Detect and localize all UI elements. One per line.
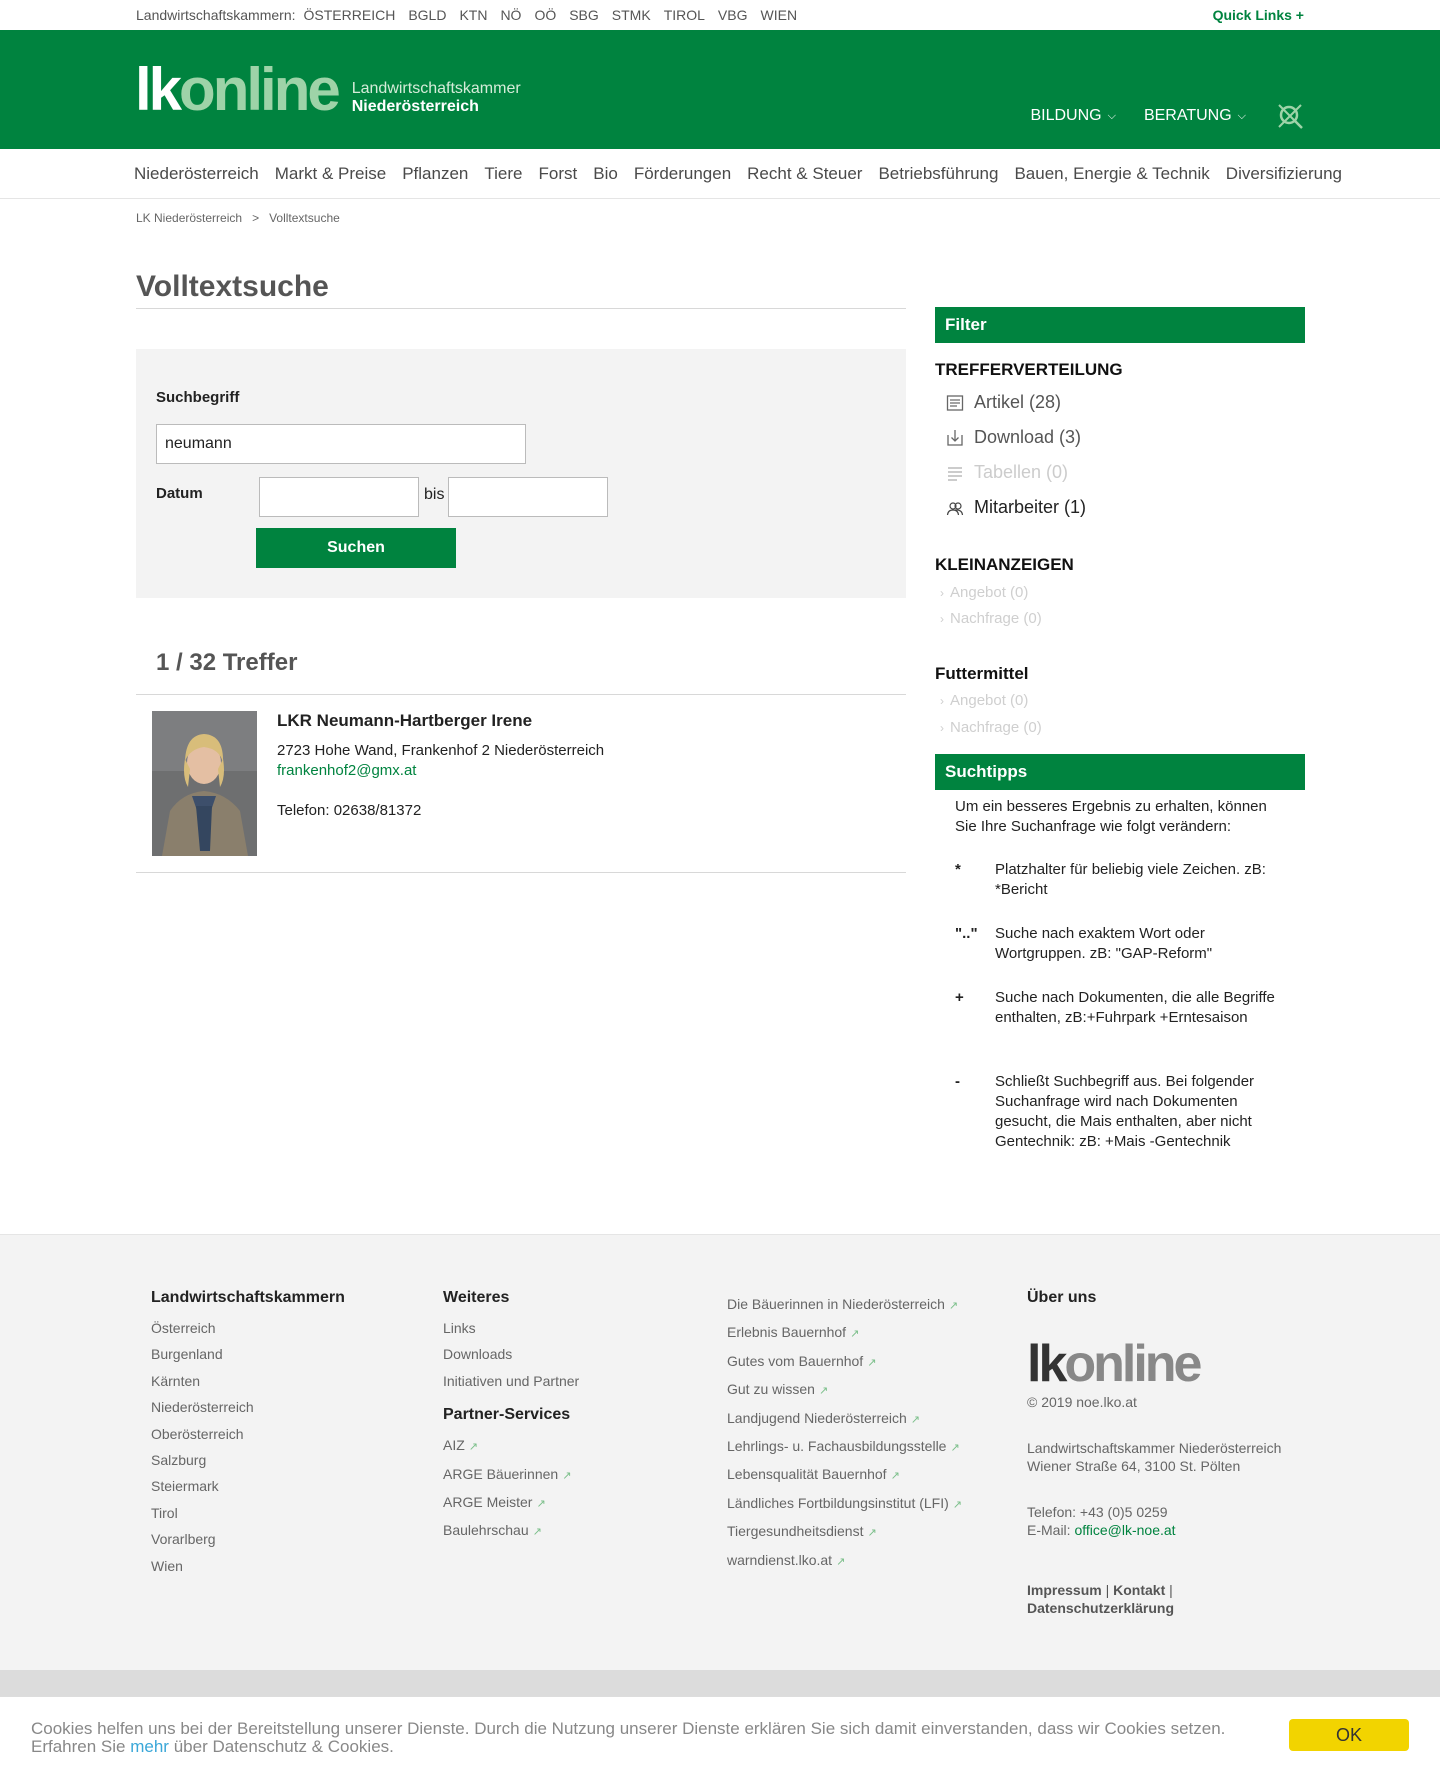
external-link-icon: ↗ xyxy=(536,1498,546,1511)
footer-link-label: Landjugend Niederösterreich xyxy=(727,1409,907,1426)
mainnav-tiere[interactable] xyxy=(484,164,538,184)
footer-link-links[interactable]: Links xyxy=(443,1320,476,1336)
header-nav xyxy=(1002,102,1304,130)
footer-datenschutz-link[interactable]: Datenschutzerklärung xyxy=(1027,1600,1175,1616)
site-logo[interactable] xyxy=(135,56,521,123)
nav-beratung[interactable] xyxy=(1144,107,1246,125)
external-link-icon: ↗ xyxy=(867,1356,877,1369)
filter-tabellen-label: Tabellen (0) xyxy=(974,462,1069,482)
mainnav-label: Förderungen xyxy=(633,164,732,183)
footer-legal-links xyxy=(1027,1581,1281,1617)
breadcrumb-home[interactable]: LK Niederösterreich xyxy=(136,211,243,225)
footer-partner-heading: Partner-Services xyxy=(443,1406,571,1424)
cookie-ok-button[interactable]: OK xyxy=(1289,1719,1409,1751)
country-link-ktn[interactable]: KTN xyxy=(459,7,488,23)
nav-beratung-label: BERATUNG xyxy=(1143,107,1232,124)
footer-link-steiermark[interactable]: Steiermark xyxy=(151,1478,219,1495)
mainnav-niederoesterreich[interactable] xyxy=(134,164,275,184)
cookie-banner xyxy=(0,1696,1440,1770)
date-to-field[interactable] xyxy=(448,477,608,517)
external-link-icon: ↗ xyxy=(818,1385,829,1398)
mainnav-recht-steuer[interactable] xyxy=(747,164,878,184)
kleinanzeigen-heading: KLEINANZEIGEN xyxy=(935,555,1074,574)
tip-wildcard xyxy=(955,860,1295,900)
download-icon xyxy=(946,429,964,447)
article-icon xyxy=(946,394,964,412)
footer-link-label: Erlebnis Bauernhof xyxy=(727,1324,847,1341)
tip-symbol: - xyxy=(955,1073,960,1090)
chevron-right-icon: › xyxy=(940,586,944,600)
logo-subtitle-line2: Niederösterreich xyxy=(351,98,479,115)
tip-minus xyxy=(955,1072,1295,1152)
search-term-label: Suchbegriff xyxy=(156,389,240,406)
country-link-wien[interactable]: WIEN xyxy=(760,7,798,23)
filter-artikel-label: Artikel (28) xyxy=(974,392,1062,412)
footer-link-label: Lehrlings- u. Fachausbildungsstelle xyxy=(727,1438,947,1455)
mainnav-bio[interactable] xyxy=(593,164,634,184)
site-footer xyxy=(0,1234,1440,1670)
footer-link-oesterreich[interactable]: Österreich xyxy=(151,1320,216,1336)
external-link-icon: ↗ xyxy=(910,1413,921,1426)
mainnav-label: Diversifizierung xyxy=(1225,164,1342,183)
footer-col1-heading: Landwirtschaftskammern xyxy=(151,1289,345,1306)
footer-link-gut-zu-wissen[interactable] xyxy=(727,1376,962,1404)
cookie-text-line1: Cookies helfen uns bei der Bereitstellung unserer Dienste. Durch die Nutzung unserer Dienste erklären Sie sich damit einverstanden, dass wir Cookies setzen. xyxy=(31,1719,1226,1738)
country-bar-label: Landwirtschaftskammern: xyxy=(136,7,296,23)
futtermittel-angebot[interactable] xyxy=(940,692,1028,709)
mainnav-markt-preise[interactable] xyxy=(275,164,402,184)
breadcrumb-separator: > xyxy=(252,211,260,225)
tip-text: Suche nach Dokumenten, die alle Begriffe enthalten, zB:+Fuhrpark +Erntesaison xyxy=(995,989,1275,1026)
chevron-right-icon: › xyxy=(940,721,944,735)
footer-column-weiteres xyxy=(443,1289,579,1546)
mainnav-label: Forst xyxy=(538,164,578,183)
suchtipps-heading: Suchtipps xyxy=(935,754,1305,790)
result-count: 1 / 32 Treffer xyxy=(156,649,298,676)
country-link-bgld[interactable]: BGLD xyxy=(408,7,447,23)
footer-copyright: © 2019 noe.lko.at xyxy=(1027,1394,1137,1410)
results-divider-top xyxy=(136,694,906,695)
mainnav-label: Betriebsführung xyxy=(878,164,999,183)
footer-logo xyxy=(1027,1335,1281,1393)
mainnav-label: Pflanzen xyxy=(402,164,469,183)
tip-symbol: + xyxy=(955,989,964,1006)
page-title: Volltextsuche xyxy=(136,270,329,303)
tip-symbol: ".." xyxy=(955,925,978,942)
mainnav-forst[interactable] xyxy=(539,164,594,184)
table-icon xyxy=(946,464,964,482)
footer-address: Wiener Straße 64, 3100 St. Pölten xyxy=(1027,1458,1241,1474)
mainnav-bauen-energie-technik[interactable] xyxy=(1014,164,1225,184)
footer-bottom-strip xyxy=(0,1670,1440,1696)
external-link-icon: ↗ xyxy=(952,1498,962,1511)
tip-plus xyxy=(955,988,1295,1028)
footer-col2-heading: Weiteres xyxy=(443,1289,510,1306)
filter-download[interactable] xyxy=(946,427,1081,448)
footer-link-baeuerinnen-noe[interactable] xyxy=(727,1291,962,1319)
nav-bildung[interactable] xyxy=(1030,107,1115,125)
search-button[interactable]: Suchen xyxy=(256,528,456,568)
date-from-field[interactable] xyxy=(259,477,419,517)
cookie-text xyxy=(31,1720,1231,1756)
cookie-text-prefix: Erfahren Sie xyxy=(31,1737,126,1756)
result-person-email-link[interactable]: frankenhof2@gmx.at xyxy=(277,762,417,779)
footer-email-link[interactable]: office@lk-noe.at xyxy=(1074,1522,1176,1538)
footer-link-wien[interactable]: Wien xyxy=(151,1557,183,1574)
cookie-more-link[interactable]: mehr xyxy=(130,1737,169,1756)
date-range-separator: bis xyxy=(424,486,445,503)
country-link-tirol[interactable]: TIROL xyxy=(663,7,705,23)
mainnav-foerderungen[interactable] xyxy=(634,164,747,184)
kleinanzeigen-nachfrage-label: Nachfrage (0) xyxy=(950,610,1042,627)
distribution-heading: TREFFERVERTEILUNG xyxy=(935,360,1123,379)
footer-link-baulehrschau[interactable] xyxy=(443,1517,579,1545)
country-link-vbg[interactable]: VBG xyxy=(717,7,748,23)
footer-impressum-link[interactable]: Impressum xyxy=(1027,1582,1102,1598)
footer-link-label: Gut zu wissen xyxy=(727,1381,815,1398)
footer-column-ueber-uns xyxy=(1027,1289,1281,1617)
footer-link-label: Gutes vom Bauernhof xyxy=(727,1352,864,1369)
footer-column-landwirtschaftskammern xyxy=(151,1289,345,1579)
footer-link-initiativen[interactable]: Initiativen und Partner xyxy=(443,1372,580,1389)
footer-link-label: ARGE Bäuerinnen xyxy=(443,1465,559,1482)
footer-legal-separator: | xyxy=(1169,1582,1173,1598)
logo-online-text: online xyxy=(179,56,338,123)
people-icon xyxy=(946,499,964,517)
external-link-icon: ↗ xyxy=(890,1470,900,1483)
footer-link-oberoesterreich[interactable]: Oberösterreich xyxy=(151,1425,244,1442)
footer-email-row xyxy=(1027,1521,1281,1539)
kleinanzeigen-angebot-label: Angebot (0) xyxy=(950,584,1029,601)
external-link-icon: ↗ xyxy=(948,1300,959,1312)
kleinanzeigen-angebot[interactable] xyxy=(940,584,1028,601)
filter-download-label: Download (3) xyxy=(974,427,1082,447)
logo-lk-text: lk xyxy=(135,56,180,123)
footer-link-label: Die Bäuerinnen in Niederösterreich xyxy=(727,1296,945,1312)
main-nav xyxy=(0,149,1440,199)
country-link-oesterreich[interactable]: ÖSTERREICH xyxy=(303,7,396,23)
chevron-down-icon: ⌵ xyxy=(1107,109,1116,122)
external-link-icon: ↗ xyxy=(532,1526,542,1539)
mainnav-label: Markt & Preise xyxy=(274,164,387,183)
tip-text: Schließt Suchbegriff aus. Bei folgender Suchanfrage wird nach Dokumenten gesucht, die Mais enthalten, aber nicht Gentechnik: zB: +Mais -Gentechnik xyxy=(995,1073,1255,1150)
mainnav-label: Niederösterreich xyxy=(134,164,259,183)
footer-link-kaernten[interactable]: Kärnten xyxy=(151,1372,201,1389)
result-person-address: 2723 Hohe Wand, Frankenhof 2 Niederösterreich xyxy=(277,742,605,759)
logo-subtitle xyxy=(352,80,521,116)
footer-link-burgenland[interactable]: Burgenland xyxy=(151,1346,223,1363)
search-input[interactable] xyxy=(156,424,526,464)
filter-mitarbeiter[interactable] xyxy=(946,497,1086,518)
footer-link-lebensqualitaet[interactable] xyxy=(727,1461,962,1489)
footer-link-warndienst[interactable] xyxy=(727,1547,962,1575)
result-person-phone: Telefon: 02638/81372 xyxy=(277,802,422,819)
breadcrumb-current: Volltextsuche xyxy=(269,211,340,225)
cookie-text-suffix: über Datenschutz & Cookies. xyxy=(173,1737,394,1756)
person-photo[interactable] xyxy=(152,711,257,856)
person-photo-image xyxy=(152,711,257,856)
footer-org-name: Landwirtschaftskammer Niederösterreich xyxy=(1027,1440,1282,1456)
external-link-icon: ↗ xyxy=(468,1441,478,1454)
footer-link-gutes-vom-bauernhof[interactable] xyxy=(727,1348,962,1376)
footer-link-landjugend[interactable] xyxy=(727,1405,962,1433)
country-bar xyxy=(0,0,1440,30)
cookie-text-line2 xyxy=(31,1738,1231,1756)
external-link-icon: ↗ xyxy=(867,1527,877,1540)
external-link-icon: ↗ xyxy=(562,1469,572,1482)
title-divider xyxy=(136,308,906,309)
mainnav-label: Bauen, Energie & Technik xyxy=(1014,164,1210,183)
tip-text: Suche nach exaktem Wort oder Wortgruppen. zB: "GAP-Reform" xyxy=(995,925,1213,962)
footer-link-aiz[interactable] xyxy=(443,1432,579,1460)
mainnav-pflanzen[interactable] xyxy=(402,164,484,184)
chevron-right-icon: › xyxy=(940,612,944,626)
footer-link-vorarlberg[interactable]: Vorarlberg xyxy=(151,1531,216,1548)
nav-bildung-label: BILDUNG xyxy=(1030,107,1102,124)
date-label: Datum xyxy=(156,485,203,502)
footer-link-lfi[interactable] xyxy=(727,1490,962,1518)
footer-link-label: AIZ xyxy=(443,1437,465,1454)
footer-email-label: E-Mail: xyxy=(1027,1522,1071,1538)
footer-link-arge-meister[interactable] xyxy=(443,1489,579,1517)
footer-phone: Telefon: +43 (0)5 0259 xyxy=(1027,1504,1168,1520)
results-divider-bottom xyxy=(136,872,906,873)
footer-link-arge-baeuerinnen[interactable] xyxy=(443,1461,579,1489)
footer-link-niederoesterreich[interactable]: Niederösterreich xyxy=(151,1399,254,1416)
footer-legal-separator: | xyxy=(1105,1582,1110,1598)
quick-links-button[interactable]: Quick Links + xyxy=(1212,7,1304,23)
footer-link-label: Ländliches Fortbildungsinstitut (LFI) xyxy=(727,1494,949,1511)
filter-mitarbeiter-label: Mitarbeiter (1) xyxy=(974,497,1087,517)
suchtipps-intro: Um ein besseres Ergebnis zu erhalten, können Sie Ihre Suchanfrage wie folgt verändern: xyxy=(955,798,1267,835)
logo-subtitle-line1: Landwirtschaftskammer xyxy=(351,80,521,97)
site-header xyxy=(0,30,1440,149)
footer-col4-heading: Über uns xyxy=(1027,1289,1097,1306)
footer-link-lehrlingsstelle[interactable] xyxy=(727,1433,962,1461)
footer-link-label: Tiergesundheitsdienst xyxy=(727,1523,864,1540)
footer-logo-lk: lk xyxy=(1027,1335,1065,1393)
chevron-down-icon: ⌵ xyxy=(1237,109,1246,122)
result-person-name[interactable]: LKR Neumann-Hartberger Irene xyxy=(277,711,533,730)
footer-link-tirol[interactable]: Tirol xyxy=(151,1504,178,1521)
external-link-icon: ↗ xyxy=(836,1555,846,1568)
filter-heading: Filter xyxy=(935,307,1305,343)
footer-link-label: ARGE Meister xyxy=(443,1494,533,1511)
mainnav-betriebsfuehrung[interactable] xyxy=(878,164,1014,184)
tip-symbol: * xyxy=(955,861,961,878)
breadcrumb xyxy=(136,211,340,225)
footer-column-partner-links xyxy=(727,1291,962,1575)
footer-link-salzburg[interactable]: Salzburg xyxy=(151,1452,207,1469)
footer-link-label: warndienst.lko.at xyxy=(727,1551,833,1568)
country-link-stmk[interactable]: STMK xyxy=(611,7,651,23)
mainnav-label: Tiere xyxy=(484,164,523,183)
filter-tabellen[interactable] xyxy=(946,462,1068,483)
footer-link-tiergesundheitsdienst[interactable] xyxy=(727,1518,962,1546)
chevron-right-icon: › xyxy=(940,694,944,708)
external-link-icon: ↗ xyxy=(850,1328,860,1341)
search-form xyxy=(136,349,906,598)
country-link-noe[interactable]: NÖ xyxy=(500,7,522,23)
mainnav-label: Recht & Steuer xyxy=(747,164,863,183)
futtermittel-angebot-label: Angebot (0) xyxy=(950,692,1029,709)
external-link-icon: ↗ xyxy=(950,1442,960,1455)
footer-kontakt-link[interactable]: Kontakt xyxy=(1113,1582,1166,1598)
footer-link-erlebnis-bauernhof[interactable] xyxy=(727,1319,962,1347)
mainnav-label: Bio xyxy=(593,164,618,183)
footer-link-label: Baulehrschau xyxy=(443,1522,529,1539)
tip-text: Platzhalter für beliebig viele Zeichen. zB: *Bericht xyxy=(995,861,1266,898)
futtermittel-nachfrage-label: Nachfrage (0) xyxy=(950,719,1042,736)
mainnav-diversifizierung[interactable] xyxy=(1226,164,1358,184)
futtermittel-nachfrage[interactable] xyxy=(940,719,1042,736)
futtermittel-heading: Futtermittel xyxy=(935,664,1029,683)
country-link-sbg[interactable]: SBG xyxy=(569,7,599,23)
country-link-ooe[interactable]: OÖ xyxy=(534,7,557,23)
footer-link-label: Lebensqualität Bauernhof xyxy=(727,1466,887,1483)
footer-link-downloads[interactable]: Downloads xyxy=(443,1346,513,1363)
footer-logo-online: online xyxy=(1064,1335,1200,1393)
filter-artikel[interactable] xyxy=(946,392,1061,413)
kleinanzeigen-nachfrage[interactable] xyxy=(940,610,1042,627)
tip-exact xyxy=(955,924,1295,964)
search-close-icon[interactable] xyxy=(1276,102,1304,130)
